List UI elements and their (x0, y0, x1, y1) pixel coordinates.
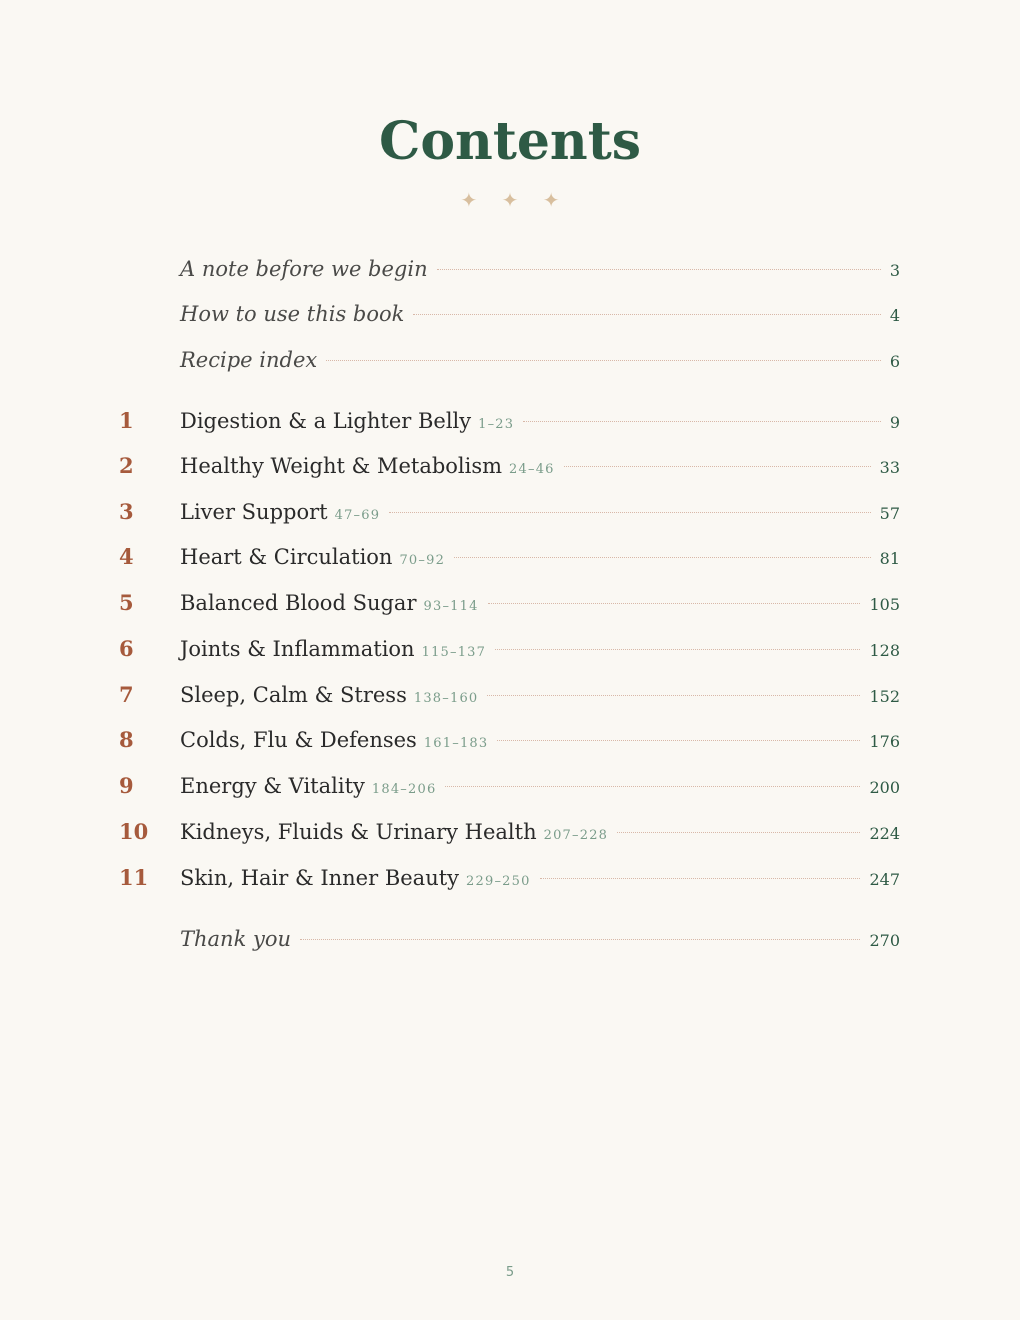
chapter-title: Balanced Blood Sugar (180, 591, 417, 615)
toc-entry-page: 152 (869, 687, 900, 706)
recipe-range: 184–206 (371, 782, 437, 797)
page-title: Contents (378, 111, 642, 172)
chapter-number: 5 (119, 590, 134, 615)
recipe-range: 47–69 (334, 508, 381, 523)
toc-entry-page: 9 (889, 413, 900, 432)
toc-entry-thank-you[interactable] (0, 924, 1020, 954)
sparkle-icon: ✦ (501, 188, 519, 212)
toc-entry-chapter-8[interactable] (0, 725, 1020, 755)
toc-entry-page: 4 (889, 306, 900, 325)
toc-entry-label: How to use this book (180, 302, 405, 326)
dot-leader (300, 939, 860, 940)
toc-entry-page: 105 (869, 595, 900, 614)
dot-leader (540, 878, 861, 879)
recipe-range: 161–183 (423, 736, 489, 751)
chapter-number: 6 (119, 636, 134, 661)
dot-leader (495, 649, 860, 650)
toc-entry-chapter-11[interactable] (0, 863, 1020, 893)
dot-leader (564, 466, 871, 467)
recipe-range: 93–114 (423, 599, 479, 614)
toc-entry-chapter-10[interactable] (0, 817, 1020, 847)
chapter-number: 9 (119, 773, 134, 798)
toc-entry-chapter-9[interactable] (0, 771, 1020, 801)
chapter-number: 7 (119, 682, 134, 707)
chapter-title: Kidneys, Fluids & Urinary Health (180, 820, 537, 844)
sparkle-icon: ✦ (460, 188, 478, 212)
dot-leader (487, 695, 860, 696)
toc-entry-page: 128 (869, 641, 900, 660)
toc-entry-page: 57 (879, 504, 900, 523)
toc-entry-chapter-2[interactable] (0, 451, 1020, 481)
chapter-number: 3 (119, 499, 134, 524)
chapter-number: 4 (119, 544, 134, 569)
toc-entry-chapter-3[interactable] (0, 497, 1020, 527)
dot-leader (497, 740, 860, 741)
chapter-number: 10 (119, 819, 149, 844)
dot-leader (389, 512, 870, 513)
recipe-range: 1–23 (478, 417, 515, 432)
toc-entry-page: 176 (869, 732, 900, 751)
dot-leader (445, 786, 860, 787)
dot-leader (437, 269, 881, 270)
toc-entry-chapter-4[interactable] (0, 542, 1020, 572)
chapter-number: 11 (119, 865, 149, 890)
toc-entry-page: 270 (869, 931, 900, 950)
chapter-title: Heart & Circulation (180, 545, 393, 569)
toc-entry-chapter-5[interactable] (0, 588, 1020, 618)
footer-page-number: 5 (505, 1265, 515, 1280)
dot-leader (523, 421, 881, 422)
chapter-number: 1 (119, 408, 134, 433)
chapter-title: Digestion & a Lighter Belly (180, 409, 472, 433)
chapter-title: Liver Support (180, 500, 328, 524)
toc-entry-page: 6 (889, 352, 900, 371)
dot-leader (617, 832, 860, 833)
recipe-range: 207–228 (543, 828, 609, 843)
toc-entry-label: Thank you (180, 927, 292, 951)
toc-entry-page: 81 (879, 549, 900, 568)
recipe-range: 115–137 (421, 645, 487, 660)
toc-entry-page: 33 (879, 458, 900, 477)
chapter-title: Colds, Flu & Defenses (180, 728, 417, 752)
recipe-range: 24–46 (509, 462, 555, 477)
dot-leader (326, 360, 881, 361)
toc-entry-page: 247 (869, 870, 900, 889)
chapter-title: Skin, Hair & Inner Beauty (180, 866, 460, 890)
toc-entry-front-recipe-index[interactable] (0, 345, 1020, 375)
chapter-title: Sleep, Calm & Stress (180, 683, 407, 707)
dot-leader (413, 314, 880, 315)
chapter-title: Joints & Inflammation (180, 637, 415, 661)
sparkle-icon: ✦ (542, 188, 560, 212)
chapter-title: Healthy Weight & Metabolism (180, 454, 503, 478)
chapter-number: 8 (119, 727, 134, 752)
toc-entry-front-note[interactable] (0, 254, 1020, 284)
toc-entry-page: 224 (869, 824, 900, 843)
toc-entry-page: 3 (889, 261, 900, 280)
recipe-range: 70–92 (399, 553, 446, 568)
dot-leader (454, 557, 871, 558)
recipe-range: 229–250 (466, 874, 531, 889)
toc-entry-chapter-7[interactable] (0, 680, 1020, 710)
recipe-range: 138–160 (413, 691, 479, 706)
dot-leader (488, 603, 861, 604)
toc-entry-page: 200 (869, 778, 900, 797)
toc-entry-chapter-1[interactable] (0, 406, 1020, 436)
toc-entry-chapter-6[interactable] (0, 634, 1020, 664)
chapter-title: Energy & Vitality (180, 774, 365, 798)
chapter-number: 2 (119, 453, 134, 478)
toc-entry-label: A note before we begin (180, 257, 428, 281)
toc-entry-label: Recipe index (180, 348, 318, 372)
toc-entry-front-how-to-use[interactable] (0, 299, 1020, 329)
